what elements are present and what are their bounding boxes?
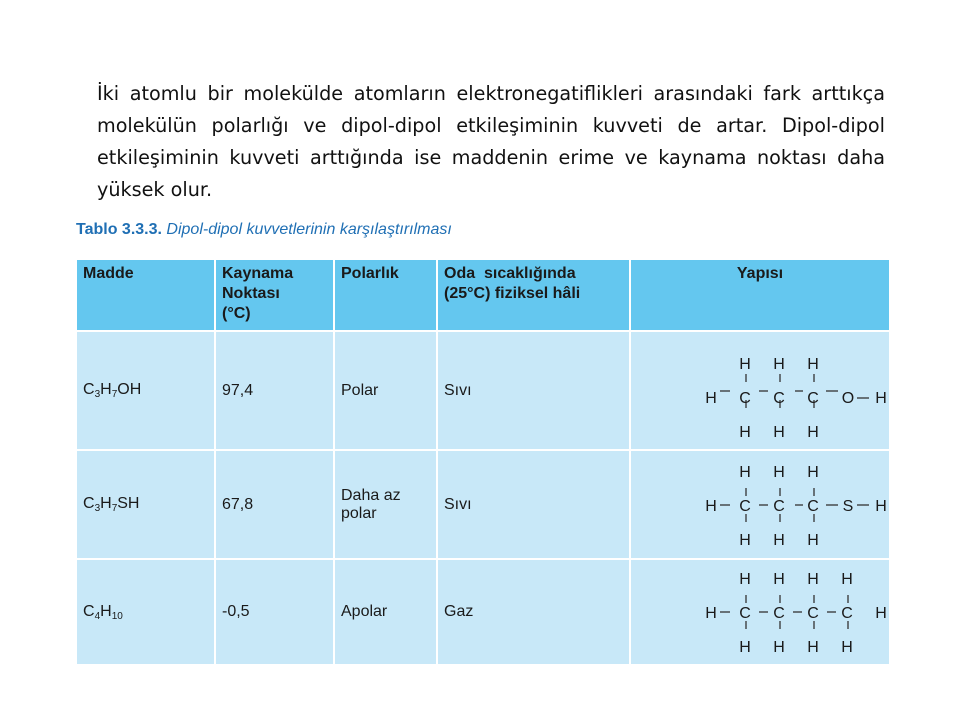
boiling-point-cell: -0,5	[215, 559, 334, 665]
atom-h: H	[875, 389, 887, 407]
butane-structure	[637, 562, 897, 662]
structure-cell	[630, 331, 890, 450]
atom-h: H	[705, 605, 717, 622]
atom-h: H	[773, 639, 785, 656]
atom-h: H	[773, 531, 785, 549]
physical-state-cell: Gaz	[437, 559, 630, 665]
atom-h: H	[739, 531, 751, 549]
header-substance: Madde	[76, 259, 215, 331]
atom-h: H	[807, 639, 819, 656]
header-structure: Yapısı	[630, 259, 890, 331]
table-row	[76, 331, 890, 450]
atom-h: H	[739, 571, 751, 588]
atom-h: H	[739, 463, 751, 481]
atom-c: C	[807, 605, 819, 622]
polarity-line: Polar	[341, 381, 379, 399]
dipole-comparison-table	[75, 258, 891, 666]
header-boiling-point	[215, 259, 334, 331]
boiling-point-cell: 67,8	[215, 450, 334, 559]
polarity-cell	[334, 559, 437, 665]
table-header-row	[76, 259, 890, 331]
header-boiling-point-line: Noktası	[222, 285, 280, 302]
atom-c: C	[739, 497, 751, 515]
table-caption-label: Tablo 3.3.3.	[76, 221, 162, 238]
atom-s: S	[842, 497, 854, 515]
header-physical-state-line: (25°C) fiziksel hâli	[444, 285, 581, 302]
atom-h: H	[807, 355, 819, 373]
atom-h: H	[773, 423, 785, 441]
atom-h: H	[807, 423, 819, 441]
substance-cell	[76, 331, 215, 450]
atom-c: C	[841, 605, 853, 622]
atom-c: C	[773, 497, 785, 515]
atom-c: C	[773, 605, 785, 622]
structure-cell	[630, 450, 890, 559]
atom-h: H	[875, 605, 887, 622]
substance-cell	[76, 559, 215, 665]
atom-h: H	[739, 423, 751, 441]
molecular-formula: $C_4H_{10}$	[83, 602, 123, 622]
atom-h: H	[705, 497, 717, 515]
polarity-cell	[334, 331, 437, 450]
molecular-formula: $C_3H_7OH$	[83, 381, 142, 400]
atom-h: H	[773, 571, 785, 588]
polarity-line: polar	[341, 504, 377, 522]
substance-cell	[76, 450, 215, 559]
table-caption	[76, 221, 452, 239]
intro-paragraph: İki atomlu bir molekülde atomların elektronegatiflikleri arasındaki fark arttıkça molekülün polarlığı ve dipol-dipol etkileşiminin kuvveti de artar. Dipol-dipol etkileşiminin kuvveti arttığında ise maddenin erime ve kaynama noktası daha yüksek olur.	[97, 82, 885, 201]
atom-h: H	[841, 571, 853, 588]
propanol-structure	[637, 341, 897, 441]
atom-h: H	[773, 355, 785, 373]
atom-h: H	[807, 463, 819, 481]
table-row	[76, 450, 890, 559]
header-physical-state-line: Oda sıcaklığında	[444, 265, 576, 282]
atom-c: C	[807, 497, 819, 515]
table-caption-text: Dipol-dipol kuvvetlerinin karşılaştırılması	[166, 221, 452, 238]
molecular-formula: $C_3H_7SH$	[83, 495, 140, 514]
table-row	[76, 559, 890, 665]
propanethiol-structure	[637, 455, 897, 555]
polarity-line: Apolar	[341, 603, 388, 620]
boiling-point-cell: 97,4	[215, 331, 334, 450]
physical-state-cell: Sıvı	[437, 331, 630, 450]
header-physical-state	[437, 259, 630, 331]
physical-state-cell: Sıvı	[437, 450, 630, 559]
atom-h: H	[705, 389, 717, 407]
atom-h: H	[739, 639, 751, 656]
structure-cell	[630, 559, 890, 665]
header-boiling-point-line: Kaynama	[222, 265, 294, 282]
atom-h: H	[807, 531, 819, 549]
atom-h: H	[875, 497, 887, 515]
atom-h: H	[773, 463, 785, 481]
header-boiling-point-line: (°C)	[222, 305, 251, 322]
atom-c: C	[739, 389, 751, 407]
atom-h: H	[739, 355, 751, 373]
polarity-line: Daha az	[341, 486, 401, 504]
polarity-cell	[334, 450, 437, 559]
atom-o: O	[841, 389, 855, 407]
atom-c: C	[807, 389, 819, 407]
atom-h: H	[807, 571, 819, 588]
atom-c: C	[773, 389, 785, 407]
header-polarity: Polarlık	[334, 259, 437, 331]
atom-c: C	[739, 605, 751, 622]
atom-h: H	[841, 639, 853, 656]
